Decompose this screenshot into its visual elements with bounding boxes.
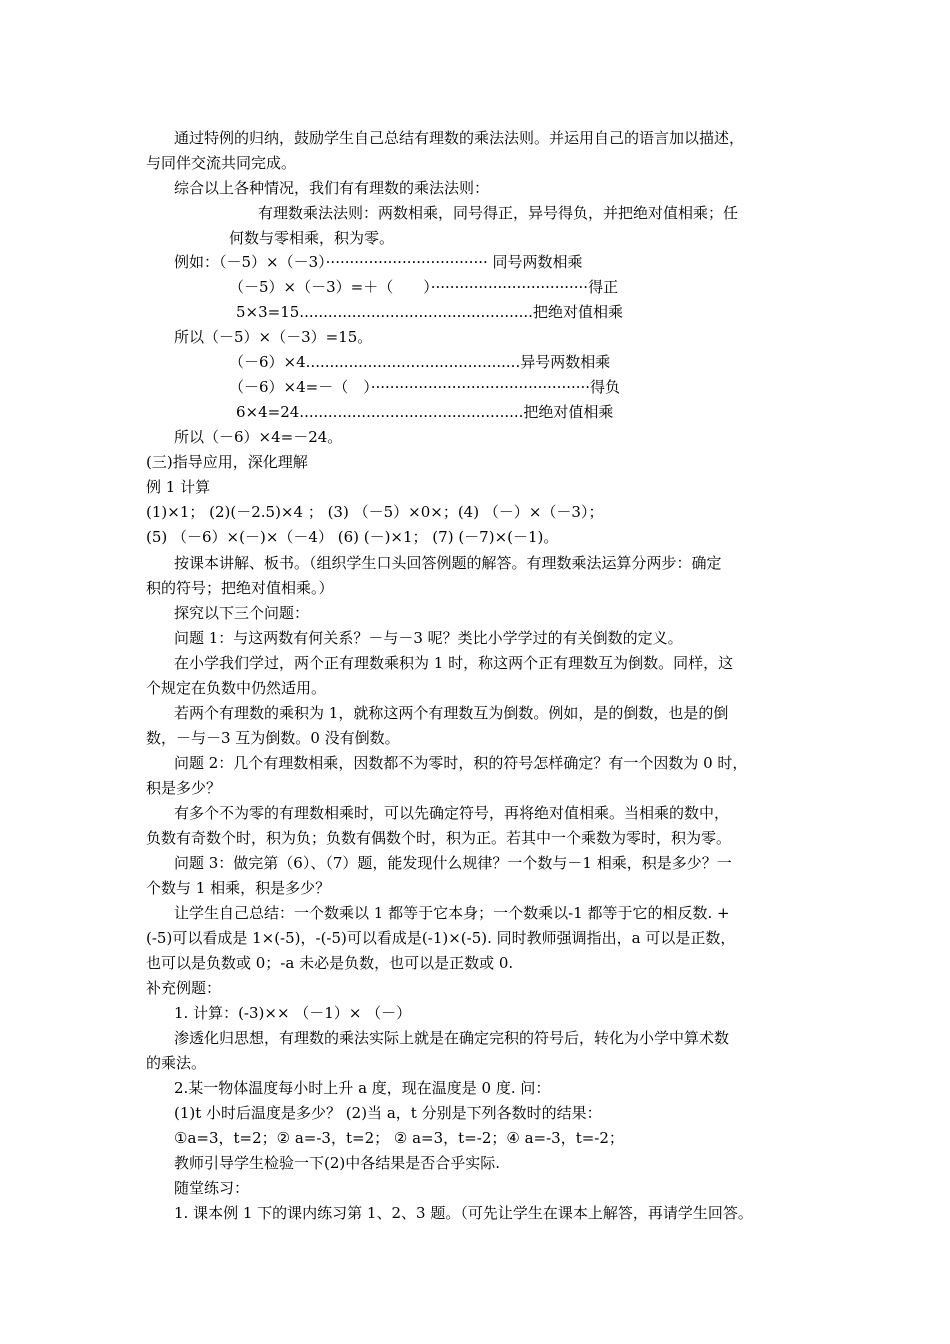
text-line: 若两个有理数的乘积为 1，就称这两个有理数互为倒数。例如，是的倒数，也是的倒 xyxy=(174,704,729,722)
section-heading: (三)指导应用，深化理解 xyxy=(146,453,308,471)
example-line: 例如：（－5）×（－3）·································· 同号两数相乘 xyxy=(174,253,583,271)
text-line: 个规定在负数中仍然适用。 xyxy=(146,679,327,697)
example-line: 所以（－5）×（－3）=15。 xyxy=(174,328,373,346)
example-line: 5×3=15.................................................把绝对值相乘 xyxy=(236,303,623,321)
example-heading: 例 1 计算 xyxy=(146,478,211,496)
text-line: 也可以是负数或 0；-a 未必是负数，也可以是正数或 0. xyxy=(146,954,514,972)
text-line: 的乘法。 xyxy=(146,1054,207,1072)
example-line: （－6）×4.............................................异号两数相乘 xyxy=(229,353,611,371)
rule-statement: 何数与零相乘，积为零。 xyxy=(229,229,395,247)
text-line: 探究以下三个问题： xyxy=(174,604,310,622)
example-line: 6×4=24...............................................把绝对值相乘 xyxy=(236,403,614,421)
exercise-line: (1)×1； (2)(－2.5)×4 ； (3) （－5）×0×；(4) （－）×（－3）； xyxy=(146,503,604,521)
example-line: （－6）×4=－（ ）··············································得负 xyxy=(229,378,621,396)
exercise-line: (5) （－6）×(－)×（－4） (6) (－)×1； (7) (－7)×(－1)。 xyxy=(146,528,559,546)
rule-statement: 有理数乘法法则：两数相乘，同号得正，异号得负，并把绝对值相乘；任 xyxy=(258,204,739,222)
text-line: 与同伴交流共同完成。 xyxy=(146,154,297,172)
text-line: 负数有奇数个时，积为负；负数有偶数个时，积为正。若其中一个乘数为零时，积为零。 xyxy=(146,829,732,847)
text-line: 让学生自己总结：一个数乘以 1 都等于它本身；一个数乘以-1 都等于它的相反数. + xyxy=(174,904,730,922)
text-line: 渗透化归思想，有理数的乘法实际上就是在确定完积的符号后，转化为小学中算术数 xyxy=(174,1029,730,1047)
exercise-line: 1. 课本例 1 下的课内练习第 1、2、3 题。（可先让学生在课本上解答，再请学生回答。 xyxy=(174,1204,753,1222)
question-line: 问题 3：做完第（6）、（7）题，能发现什么规律？一个数与－1 相乘，积是多少？一 xyxy=(174,854,732,872)
exercise-line: 1. 计算：(-3)×× （－1）× （－） xyxy=(174,1004,412,1022)
section-heading: 补充例题： xyxy=(146,979,222,997)
text-line: 通过特例的归纳，鼓励学生自己总结有理数的乘法法则。并运用自己的语言加以描述， xyxy=(174,129,745,147)
example-line: 所以（－6）×4=－24。 xyxy=(174,428,343,446)
question-line: 问题 1：与这两数有何关系？－与－3 呢？类比小学学过的有关倒数的定义。 xyxy=(174,629,683,647)
exercise-line: (1)t 小时后温度是多少？ (2)当 a，t 分别是下列各数时的结果： xyxy=(174,1104,602,1122)
text-line: (-5)可以看成是 1×(-5)，-(-5)可以看成是(-1)×(-5). 同时教师强调指出，a 可以是正数， xyxy=(146,929,736,947)
text-line: 在小学我们学过，两个正有理数乘积为 1 时，称这两个正有理数互为倒数。同样，这 xyxy=(174,654,734,672)
text-line: 教师引导学生检验一下(2)中各结果是否合乎实际. xyxy=(174,1154,501,1172)
question-line: 问题 2：几个有理数相乘，因数都不为零时，积的符号怎样确定？有一个因数为 0 时， xyxy=(174,754,748,772)
text-line: 有多个不为零的有理数相乘时，可以先确定符号，再将绝对值相乘。当相乘的数中， xyxy=(174,804,730,822)
exercise-line: ①a=3，t=2；② a=-3，t=2； ② a=3，t=-2；④ a=-3，t=-2； xyxy=(174,1129,624,1147)
example-line: （－5）×（－3）=＋（ ）·································得正 xyxy=(229,278,619,296)
text-line: 按课本讲解、板书。（组织学生口头回答例题的解答。有理数乘法运算分两步：确定 xyxy=(174,554,722,572)
exercise-line: 2.某一物体温度每小时上升 a 度，现在温度是 0 度. 问： xyxy=(174,1079,551,1097)
text-line: 积的符号；把绝对值相乘。） xyxy=(146,579,334,597)
section-heading: 随堂练习： xyxy=(174,1179,250,1197)
question-line: 积是多少？ xyxy=(146,779,222,797)
question-line: 个数与 1 相乘，积是多少？ xyxy=(146,879,331,897)
text-line: 数，－与－3 互为倒数。0 没有倒数。 xyxy=(146,729,400,747)
text-line: 综合以上各种情况，我们有有理数的乘法法则： xyxy=(174,179,490,197)
